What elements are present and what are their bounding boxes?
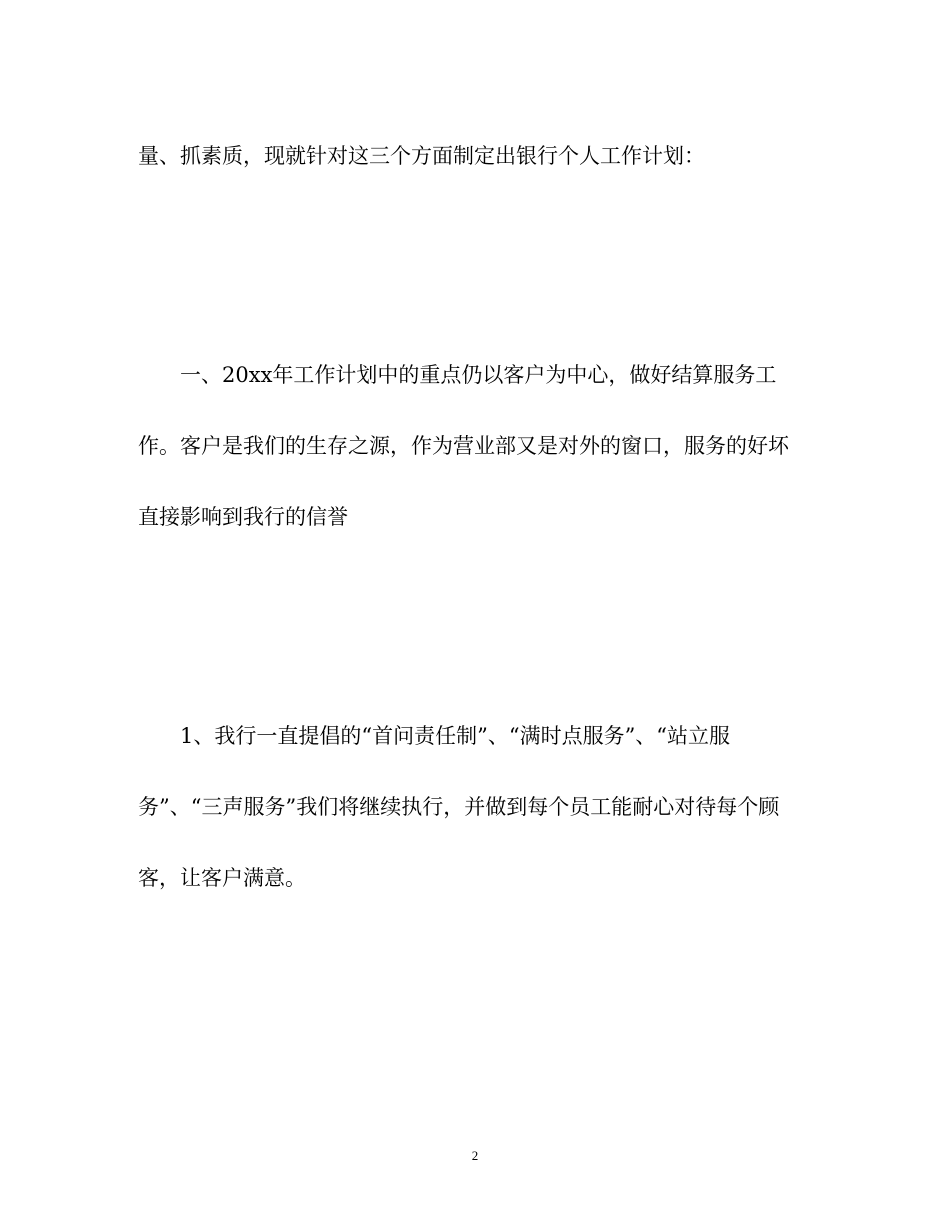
paragraph-line: 作。客户是我们的生存之源，作为营业部又是对外的窗口，服务的好坏 <box>138 434 789 458</box>
page-number: 2 <box>471 1148 479 1163</box>
paragraph-line: 1、我行一直提倡的“首问责任制”、“满时点服务”、“站立服 <box>180 724 731 748</box>
paragraph-line: 量、抓素质，现就针对这三个方面制定出银行个人工作计划： <box>138 144 705 168</box>
paragraph-line: 务”、“三声服务”我们将继续执行，并做到每个员工能耐心对待每个顾 <box>138 795 780 819</box>
paragraph-line: 一、20xx年工作计划中的重点仍以客户为中心，做好结算服务工 <box>180 363 777 387</box>
paragraph-line: 客，让客户满意。 <box>138 866 306 890</box>
paragraph-line: 直接影响到我行的信誉 <box>138 505 348 529</box>
